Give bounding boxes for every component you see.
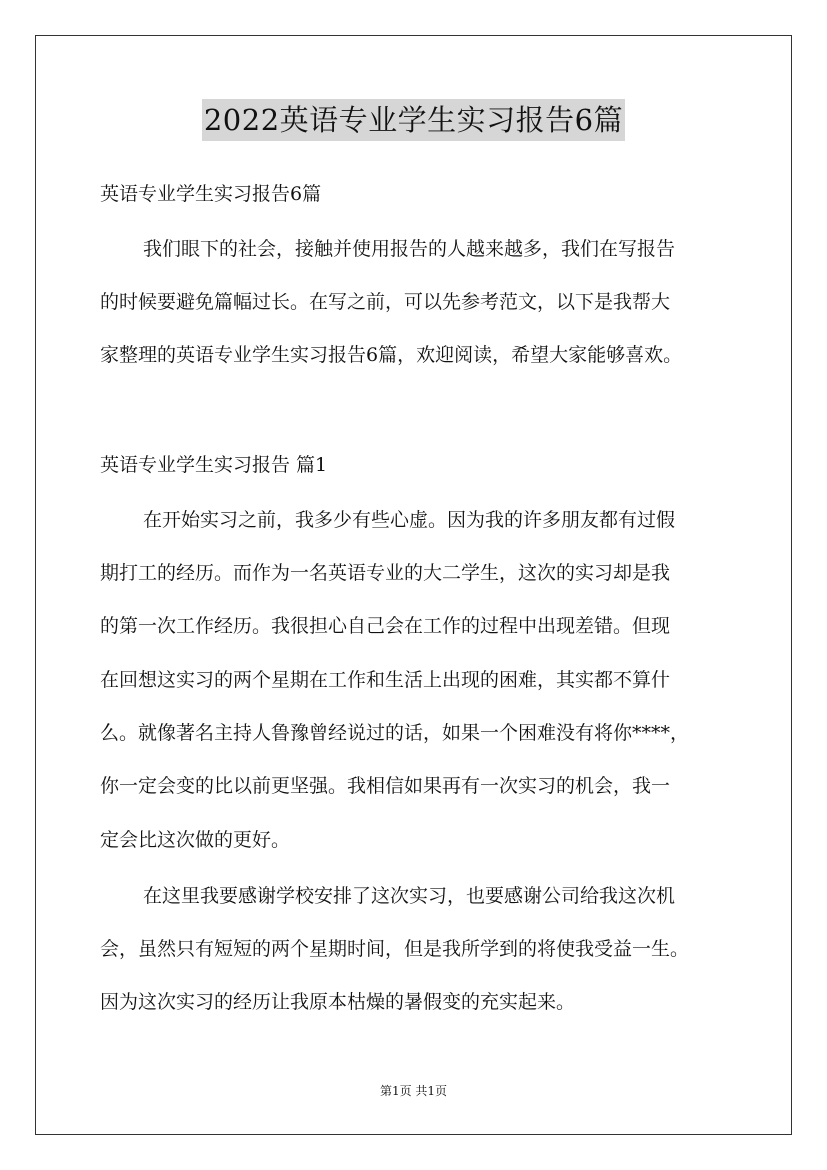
paragraph-line: 会，虽然只有短短的两个星期时间，但是我所学到的将使我受益一生。 — [100, 938, 690, 960]
section-heading: 英语专业学生实习报告 篇1 — [100, 454, 328, 476]
paragraph-line: 的第一次工作经历。我很担心自己会在工作的过程中出现差错。但现 — [100, 615, 671, 637]
document-title: 2022英语专业学生实习报告6篇 — [202, 99, 625, 141]
document-subtitle: 英语专业学生实习报告6篇 — [100, 183, 322, 205]
paragraph-line: 么。就像著名主持人鲁豫曾经说过的话，如果一个困难没有将你****， — [100, 722, 690, 744]
paragraph-line: 因为这次实习的经历让我原本枯燥的暑假变的充实起来。 — [100, 991, 576, 1013]
page-footer: 第1页 共1页 — [379, 1084, 448, 1098]
intro-line: 的时候要避免篇幅过长。在写之前，可以先参考范文，以下是我帮大 — [100, 291, 671, 313]
intro-line: 我们眼下的社会，接触并使用报告的人越来越多，我们在写报告 — [143, 238, 676, 260]
intro-line: 家整理的英语专业学生实习报告6篇，欢迎阅读，希望大家能够喜欢。 — [100, 344, 683, 366]
paragraph-line: 定会比这次做的更好。 — [100, 829, 291, 851]
paragraph-line: 在开始实习之前，我多少有些心虚。因为我的许多朋友都有过假 — [143, 509, 676, 531]
paragraph-line: 在这里我要感谢学校安排了这次实习，也要感谢公司给我这次机 — [143, 885, 676, 907]
paragraph-line: 在回想这实习的两个星期在工作和生活上出现的困难，其实都不算什 — [100, 669, 671, 691]
title-container — [0, 99, 827, 141]
paragraph-line: 期打工的经历。而作为一名英语专业的大二学生，这次的实习却是我 — [100, 562, 671, 584]
paragraph-line: 你一定会变的比以前更坚强。我相信如果再有一次实习的机会，我一 — [100, 775, 671, 797]
